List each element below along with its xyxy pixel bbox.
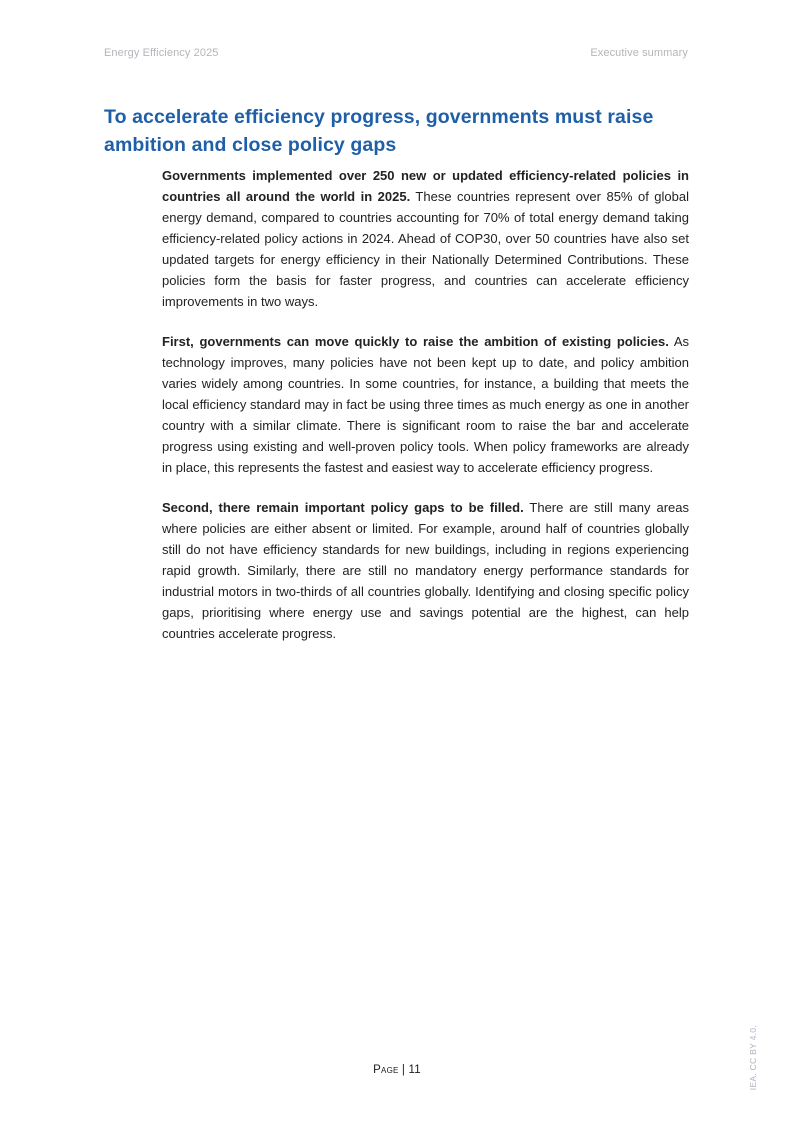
paragraph-text: As technology improves, many policies have not been kept up to date, and policy ambition varies widely among countries. In some countries, for instance, a building that meets the local efficiency standard may in fact be using three times as much energy as one in another country with a similar climate. There is significant room to raise the bar and accelerate progress using existing and well-proven policy tools. When policy frameworks are already in place, this represents the fastest and easiest way to accelerate efficiency progress. bbox=[162, 334, 689, 475]
page-title: To accelerate efficiency progress, governments must raise ambition and close policy gaps bbox=[104, 106, 654, 156]
paragraph-text: These countries represent over 85% of global energy demand, compared to countries accounting for 70% of total energy demand taking efficiency-related policy actions in 2024. Ahead of COP30, over 50 countries have also set updated targets for energy efficiency in their Nationally Determined Contributions. These policies form the basis for faster progress, and countries can accelerate efficiency improvements in two ways. bbox=[162, 189, 689, 309]
paragraph-lead-bold: First, governments can move quickly to raise the ambition of existing policies. bbox=[162, 334, 669, 349]
copyright-note: IEA. CC BY 4.0. bbox=[748, 1024, 758, 1090]
paragraph-text: There are still many areas where policies are either absent or limited. For example, around half of countries globally still do not have efficiency standards for new buildings, including in regions experiencing rapid growth. Similarly, there are still no mandatory energy performance standards for industrial motors in two-thirds of all countries globally. Identifying and closing specific policy gaps, prioritising where energy use and savings potential are the highest, can help countries accelerate progress. bbox=[162, 500, 689, 641]
body-text-block bbox=[162, 165, 689, 663]
header-report-title: Energy Efficiency 2025 bbox=[104, 47, 219, 59]
paragraph bbox=[162, 165, 689, 312]
page-number: Page | 11 bbox=[373, 1064, 421, 1076]
paragraph bbox=[162, 497, 689, 644]
paragraph-lead-bold: Second, there remain important policy gaps to be filled. bbox=[162, 500, 524, 515]
header-section-name: Executive summary bbox=[590, 47, 688, 59]
running-header bbox=[104, 47, 688, 59]
paragraph bbox=[162, 331, 689, 478]
paragraph-lead-bold: Governments implemented over 250 new or updated efficiency-related policies in countries all around the world in 2025. bbox=[162, 168, 689, 204]
